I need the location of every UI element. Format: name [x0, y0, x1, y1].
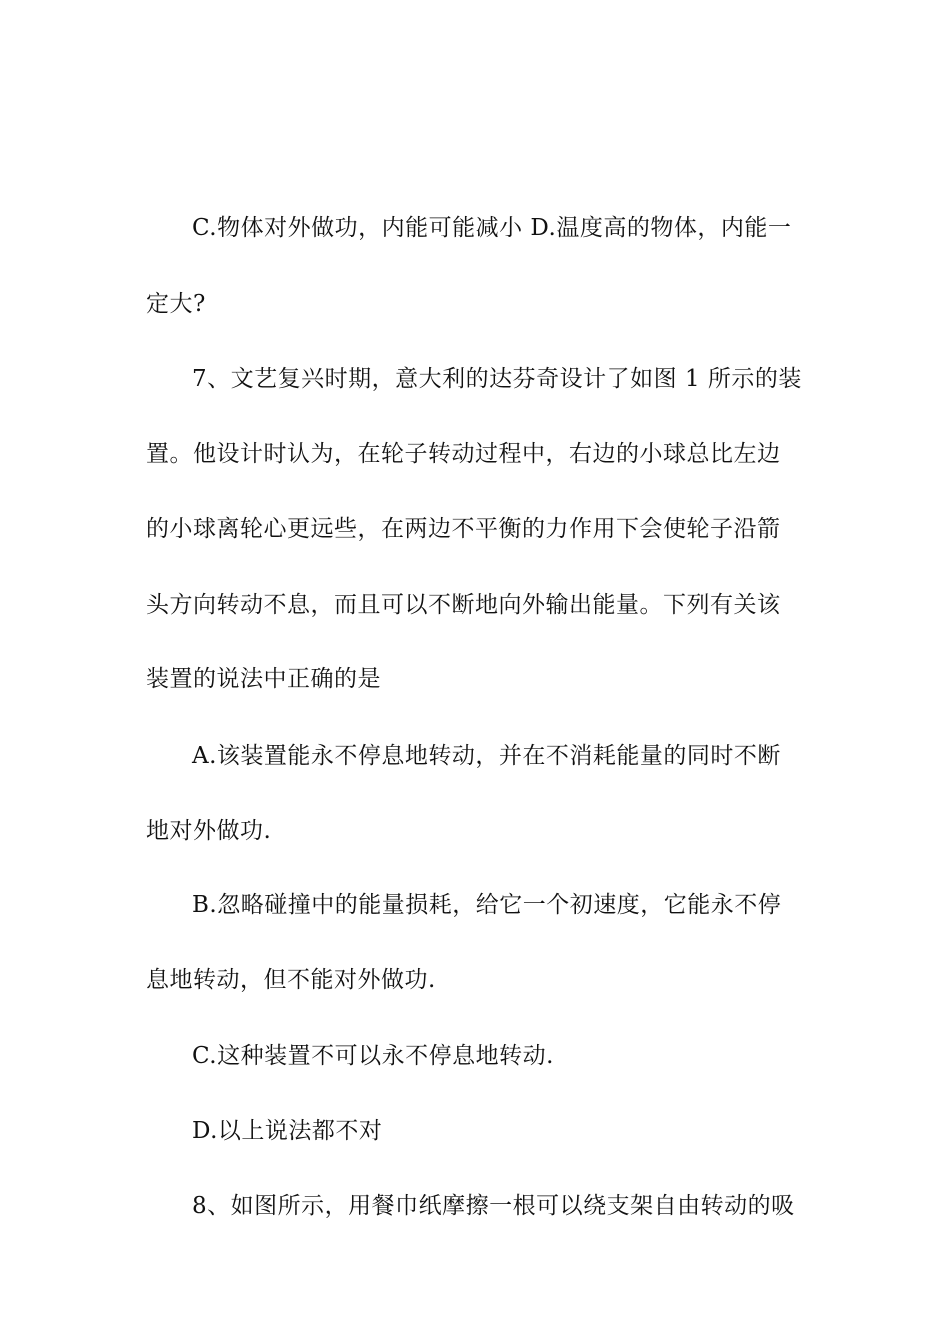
- option-c-line: C.这种装置不可以永不停息地转动.: [192, 1043, 554, 1069]
- question-7-line-4: 头方向转动不息，而且可以不断地向外输出能量。下列有关该: [146, 592, 781, 618]
- option-a-line-2: 地对外做功.: [146, 818, 272, 844]
- question-7-line-2: 置。他设计时认为，在轮子转动过程中，右边的小球总比左边: [146, 441, 781, 467]
- question-7-line-5: 装置的说法中正确的是: [146, 666, 381, 692]
- option-b-line-2: 息地转动，但不能对外做功.: [146, 967, 436, 993]
- option-d-continuation: 定大?: [146, 291, 206, 317]
- question-7-line-3: 的小球离轮心更远些，在两边不平衡的力作用下会使轮子沿箭: [146, 516, 781, 542]
- option-b-line-1: B.忽略碰撞中的能量损耗，给它一个初速度，它能永不停: [192, 892, 782, 918]
- option-c-d-line: C.物体对外做功，内能可能减小 D.温度高的物体，内能一: [192, 215, 792, 241]
- question-7-line-1: 7、文艺复兴时期，意大利的达芬奇设计了如图 1 所示的装: [192, 366, 802, 392]
- question-8-line-1: 8、如图所示，用餐巾纸摩擦一根可以绕支架自由转动的吸: [192, 1193, 795, 1219]
- option-d-line: D.以上说法都不对: [192, 1118, 383, 1144]
- option-a-line-1: A.该装置能永不停息地转动，并在不消耗能量的同时不断: [192, 743, 781, 769]
